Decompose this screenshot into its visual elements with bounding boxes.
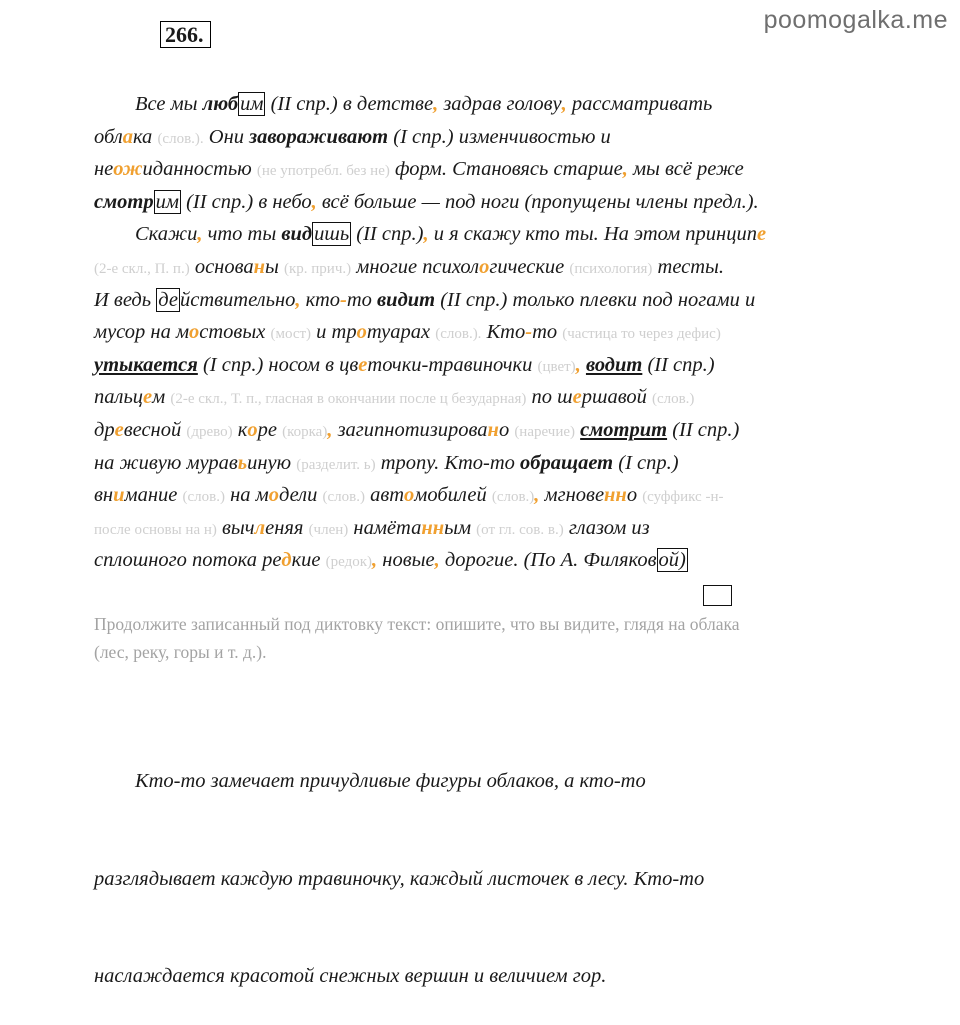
orthogram-mark: ,	[534, 484, 540, 507]
orthogram-mark: л	[254, 516, 266, 539]
orthogram-mark: -	[525, 321, 533, 344]
orthogram-mark: ,	[433, 93, 439, 115]
text-line	[94, 284, 914, 317]
text-segment: тропу. Кто-то	[375, 451, 521, 474]
text-segment: йствительно	[179, 288, 296, 311]
text-segment: иную	[247, 451, 297, 474]
text-line	[94, 512, 914, 545]
orthogram-mark: о	[479, 255, 490, 278]
answer-line: Кто-то замечает причудливые фигуры облаков, а кто-то	[94, 770, 646, 792]
text-segment: дорогие. (По А. Филяков	[439, 549, 657, 572]
orthogram-mark: о	[189, 321, 200, 344]
grammar-note: (психология)	[569, 260, 653, 277]
text-segment: мгнове	[539, 484, 605, 507]
text-segment: и тр	[311, 321, 357, 344]
text-line	[94, 544, 914, 577]
text-segment: по ш	[526, 386, 573, 409]
boxed-ending: ишь	[314, 223, 350, 246]
text-segment: И ведь	[94, 288, 157, 311]
orthogram-mark: е	[756, 223, 767, 246]
exercise-number-box	[160, 21, 211, 48]
grammar-note: (корка)	[282, 423, 328, 440]
orthogram-mark: о	[404, 484, 415, 507]
text-segment: весной	[123, 418, 187, 441]
underlined-verb: смотрит	[580, 418, 668, 441]
orthogram-mark: ,	[311, 190, 317, 213]
text-line	[94, 381, 914, 414]
orthogram-mark: нн	[604, 484, 627, 507]
text-segment: (I спр.)	[613, 451, 679, 474]
exercise-number	[160, 22, 211, 48]
text-segment: всё больше — под ноги (пропущены члены предл.).	[316, 190, 759, 213]
grammar-note: (слов.).	[157, 130, 204, 147]
text-segment: туарах	[366, 321, 436, 344]
grammar-note: (от гл. сов. в.)	[476, 521, 564, 538]
orthogram-mark: н	[253, 255, 265, 278]
bold-word: завораживают	[249, 125, 389, 148]
grammar-note: после основы на н)	[94, 521, 217, 538]
grammar-note: (не употребл. без не)	[256, 163, 390, 180]
text-segment: выч	[216, 516, 255, 539]
orthogram-mark: ь	[237, 451, 248, 474]
bold-word: люб	[202, 93, 239, 115]
grammar-note: (2-е скл., Т. п., гласная в окончании после ц безударная)	[170, 391, 527, 408]
orthogram-mark: о	[268, 484, 279, 507]
text-segment: то	[346, 288, 378, 311]
orthogram-mark: е	[358, 353, 368, 376]
text-segment: мусор на м	[94, 321, 190, 344]
text-segment: ршавой	[581, 386, 652, 409]
grammar-note: (слов.)	[651, 391, 695, 408]
text-segment: кие	[291, 549, 326, 572]
text-segment: Скажи	[94, 223, 198, 246]
text-segment: Кто	[481, 321, 526, 344]
text-segment: кто	[300, 288, 340, 311]
orthogram-mark: е	[572, 386, 582, 409]
text-segment: глазом из	[563, 516, 650, 539]
text-line	[94, 88, 914, 121]
text-segment: (II спр.)	[642, 353, 715, 376]
text-segment: стовых	[199, 321, 271, 344]
orthogram-mark: д	[281, 549, 292, 572]
text-line	[94, 218, 914, 251]
bold-word: смотр	[94, 190, 154, 213]
boxed-ending: им	[240, 93, 264, 115]
grammar-note: (кр. прич.)	[284, 260, 352, 277]
text-segment: еняя	[265, 516, 309, 539]
grammar-note: (мост)	[270, 326, 312, 343]
orthogram-mark: ож	[113, 158, 143, 181]
orthogram-mark: ,	[434, 549, 440, 572]
grammar-note: (слов.)	[182, 489, 225, 506]
text-segment: тесты.	[652, 255, 725, 278]
orthogram-mark: -	[340, 288, 347, 311]
text-line	[94, 447, 914, 480]
text-segment: Все мы	[94, 93, 203, 115]
text-segment: ым	[444, 516, 477, 539]
boxed-ending: де	[158, 288, 178, 311]
task-instruction	[94, 610, 914, 666]
orthogram-mark: ,	[561, 93, 567, 115]
grammar-note: (частица то через дефис)	[562, 326, 721, 343]
orthogram-mark: и	[113, 484, 125, 507]
text-segment: на живую мурав	[94, 451, 238, 474]
grammar-note: (наречие)	[514, 423, 576, 440]
orthogram-mark: ,	[197, 223, 203, 246]
text-segment: (II спр.) в небо	[180, 190, 312, 213]
grammar-note: (цвет)	[537, 358, 576, 375]
text-line	[94, 251, 914, 284]
text-segment: ы	[264, 255, 284, 278]
site-watermark: poomogalka.me	[763, 6, 948, 34]
text-segment: вн	[94, 484, 114, 507]
task-line: (лес, реку, горы и т. д.).	[94, 642, 267, 662]
bold-word: вид	[281, 223, 313, 246]
orthogram-mark: ,	[372, 549, 378, 572]
text-segment: ре	[257, 418, 283, 441]
text-segment: не	[94, 158, 114, 181]
bold-word: видит	[377, 288, 436, 311]
text-segment: новые	[377, 549, 435, 572]
orthogram-mark: а	[122, 125, 133, 148]
text-segment: мобилей	[414, 484, 492, 507]
text-segment: рассматривать	[566, 93, 713, 115]
orthogram-mark: е	[114, 418, 124, 441]
grammar-note: (древо)	[186, 423, 233, 440]
answer-text	[94, 700, 914, 1025]
text-segment: гические	[489, 255, 570, 278]
text-segment: о	[626, 484, 643, 507]
bold-word: обращает	[520, 451, 614, 474]
text-line	[94, 316, 914, 349]
answer-line: разглядывает каждую травиночку, каждый листочек в лесу. Кто-то	[94, 867, 705, 890]
text-line	[94, 121, 914, 154]
orthogram-mark: ,	[295, 288, 301, 311]
text-segment: ка	[132, 125, 158, 148]
boxed-ending: им	[155, 190, 179, 213]
grammar-note: (суффикс -н-	[642, 489, 724, 506]
answer-line: наслаждается красотой снежных вершин и величием гор.	[94, 965, 607, 987]
exercise-number-dot: .	[198, 22, 204, 47]
text-segment: о	[498, 418, 515, 441]
exercise-number-value: 266	[165, 22, 198, 47]
orthogram-mark: ,	[327, 418, 333, 441]
text-line	[94, 349, 914, 382]
text-segment: намёта	[348, 516, 422, 539]
exercise-text	[94, 88, 914, 577]
underlined-verb: утыкается	[94, 353, 198, 376]
orthogram-mark: ,	[575, 353, 581, 376]
orthogram-mark: н	[487, 418, 499, 441]
text-segment: м	[152, 386, 171, 409]
text-segment: точки-травиночки	[367, 353, 538, 376]
text-segment: др	[94, 418, 115, 441]
text-segment: (I спр.) носом в цв	[197, 353, 359, 376]
grammar-note: (слов.)	[322, 489, 365, 506]
text-segment: дели	[278, 484, 323, 507]
text-segment: пальц	[94, 386, 144, 409]
text-segment: основа	[189, 255, 254, 278]
text-segment: (II спр.) в детстве	[265, 93, 434, 115]
text-segment: авт	[364, 484, 405, 507]
text-segment: Они	[203, 125, 250, 148]
orthogram-mark: ,	[622, 158, 628, 181]
orthogram-mark: е	[143, 386, 153, 409]
empty-answer-box	[703, 585, 732, 606]
text-segment: форм. Становясь старше	[389, 158, 623, 181]
boxed-ending: ой)	[658, 549, 686, 572]
task-line: Продолжите записанный под диктовку текст: опишите, что вы видите, глядя на облака	[94, 614, 740, 634]
text-segment: загипнотизирова	[332, 418, 488, 441]
text-segment: (II спр.)	[667, 418, 740, 441]
text-segment: мы всё реже	[627, 158, 744, 181]
text-segment: то	[532, 321, 563, 344]
text-segment: что ты	[202, 223, 282, 246]
text-segment: на м	[224, 484, 269, 507]
grammar-note: (слов.).	[435, 326, 482, 343]
text-segment: (II спр.)	[351, 223, 424, 246]
text-segment: иданностью	[142, 158, 257, 181]
text-line	[94, 186, 914, 219]
text-segment: обл	[94, 125, 123, 148]
orthogram-mark: ,	[423, 223, 429, 246]
text-segment: и я скажу кто ты. На этом принцип	[428, 223, 757, 246]
text-segment: сплошного потока ре	[94, 549, 282, 572]
text-segment: к	[232, 418, 248, 441]
underlined-verb: водит	[585, 353, 643, 376]
text-segment: мание	[124, 484, 183, 507]
grammar-note: (2-е скл., П. п.)	[94, 260, 190, 277]
text-line	[94, 153, 914, 186]
grammar-note: (член)	[308, 521, 349, 538]
orthogram-mark: нн	[421, 516, 445, 539]
text-segment: задрав голову	[438, 93, 562, 115]
text-segment: (II спр.) только плевки под ногами и	[435, 288, 756, 311]
grammar-note: (редок)	[325, 554, 373, 571]
orthogram-mark: о	[356, 321, 367, 344]
grammar-note: (слов.)	[491, 489, 535, 506]
text-line	[94, 479, 914, 512]
text-segment: многие психол	[351, 255, 480, 278]
grammar-note: (разделит. ь)	[296, 456, 376, 473]
text-line	[94, 414, 914, 447]
text-segment: (I спр.) изменчивостью и	[388, 125, 611, 148]
orthogram-mark: о	[247, 418, 258, 441]
